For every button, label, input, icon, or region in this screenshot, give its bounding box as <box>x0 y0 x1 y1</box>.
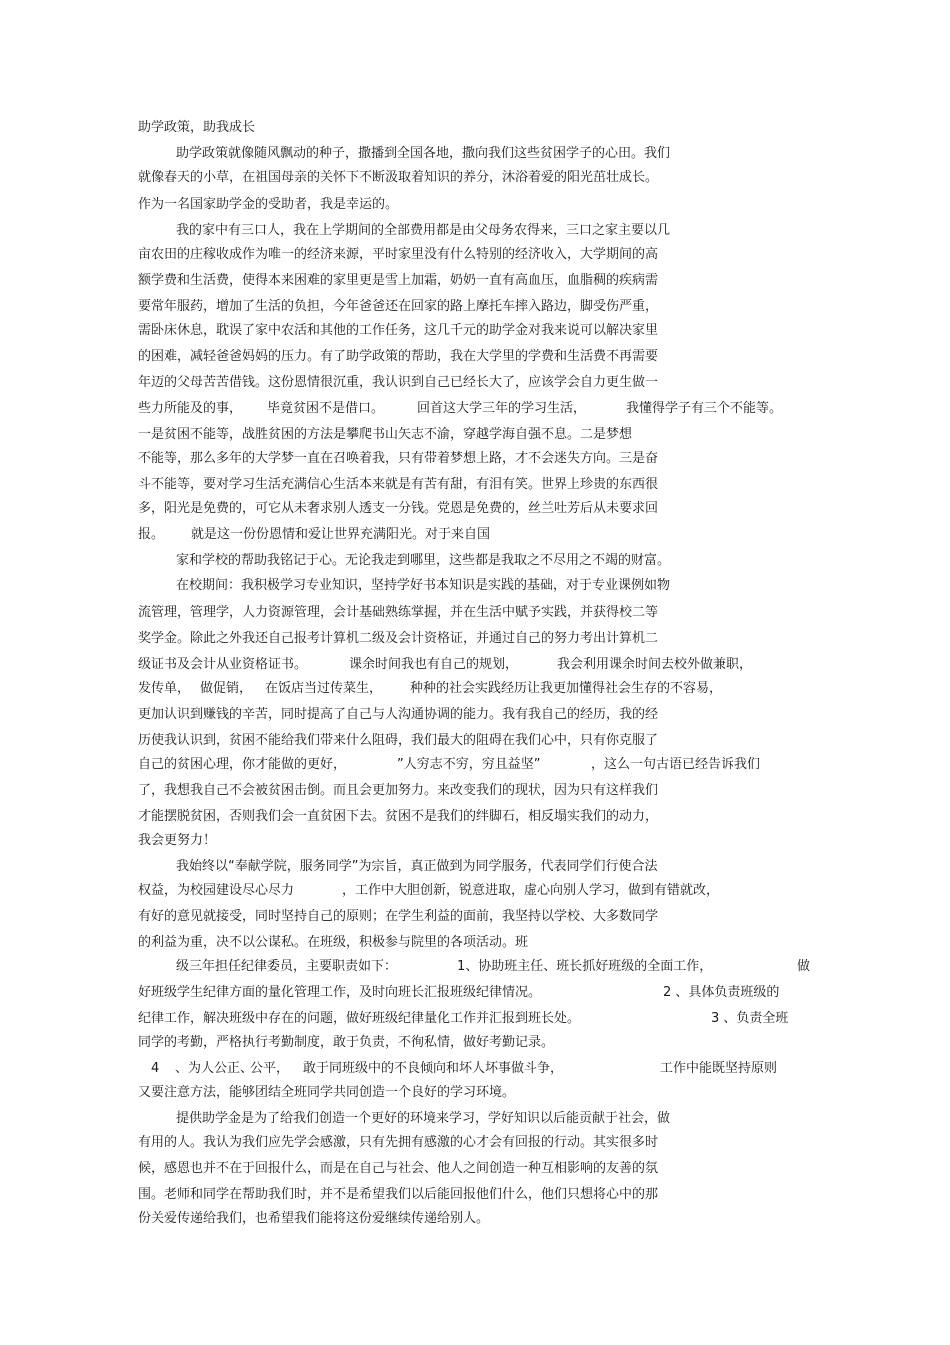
text-segment: 的利益为重，决不以公谋私。在班级，积极参与院里的各项活动。班 <box>138 935 529 950</box>
text-segment: 助学政策就像随风飘动的种子，撒播到全国各地，撒向我们这些贫困学子的心田。我们 <box>176 146 671 161</box>
text-segment: 做 <box>797 959 811 974</box>
text-segment: 回首这大学三年的学习生活， <box>417 401 587 416</box>
text-segment: 年迈的父母苦苦借钱。这份恩情很沉重，我认识到自己已经长大了，应该学会自力更生做一 <box>138 375 659 390</box>
text-line <box>0 678 950 700</box>
text-segment: 自己的贫困心理，你才能做的更好， <box>138 757 347 772</box>
text-segment: 围。老师和同学在帮助我们时，并不是希望我们以后能回报他们什么，他们只想将心中的那 <box>138 1187 659 1202</box>
text-segment: 的困难，减轻爸爸妈妈的压力。有了助学政策的帮助，我在大学里的学费和生活费不再需要 <box>138 349 659 364</box>
text-segment: 纪律工作，解决班级中存在的问题，做好班级纪律量化工作并汇报到班长处。 <box>138 1011 581 1026</box>
text-line <box>0 550 950 572</box>
text-line <box>0 398 950 420</box>
text-segment: 2 、具体负责班级的 <box>663 985 780 1000</box>
text-segment: 些力所能及的事， <box>138 401 243 416</box>
text-line <box>0 602 950 624</box>
text-segment: 又要注意方法，能够团结全班同学共同创造一个良好的学习环境。 <box>138 1085 516 1100</box>
text-segment: 亩农田的庄稼收成作为唯一的经济来源，平时家里没有什么特别的经济收入，大学期间的高 <box>138 247 659 262</box>
text-line <box>0 575 950 597</box>
text-segment: 敢于同班级中的不良倾向和坏人坏事做斗争， <box>303 1061 564 1076</box>
text-segment: 我的家中有三口人，我在上学期间的全部费用都是由父母务农得来，三口之家主要以几 <box>176 223 671 238</box>
text-segment: ，工作中大胆创新，锐意进取，虚心向别人学习，做到有错就改， <box>342 883 720 898</box>
text-line <box>0 220 950 242</box>
text-line <box>0 117 950 139</box>
text-line <box>0 1132 950 1154</box>
text-segment: 就是这一份份恩情和爱让世界充满阳光。对于来自国 <box>191 527 491 542</box>
text-line <box>0 474 950 496</box>
text-segment: 候，感恩也并不在于回报什么，而是在自己与社会、他人之间创造一种互相影响的友善的氛 <box>138 1161 659 1176</box>
text-segment: 我懂得学子有三个不能等。 <box>626 401 783 416</box>
text-segment: 额学费和生活费，使得本来困难的家里更是雪上加霜，奶奶一直有高血压，血脂稠的疾病需 <box>138 273 659 288</box>
text-line <box>0 880 950 902</box>
text-line <box>0 982 950 1004</box>
text-segment: 我会更努力！ <box>138 833 217 848</box>
text-line <box>0 754 950 776</box>
text-line <box>0 906 950 928</box>
text-line <box>0 1032 950 1054</box>
text-segment: 需卧床休息，耽误了家中农活和其他的工作任务，这几千元的助学金对我来说可以解决家里 <box>138 323 659 338</box>
text-line <box>0 320 950 342</box>
text-segment: 、为人公正、 <box>175 1061 254 1076</box>
text-line <box>0 424 950 446</box>
text-line <box>0 167 950 189</box>
text-line <box>0 704 950 726</box>
text-line <box>0 1082 950 1104</box>
text-segment: 发传单， <box>138 681 191 696</box>
text-segment: 做促销， <box>200 681 253 696</box>
text-segment: 斗不能等，要对学习生活充满信心生活本来就是有苦有甜，有泪有笑。世界上珍贵的东西很 <box>138 477 659 492</box>
text-line <box>0 244 950 266</box>
text-segment: 多，阳光是免费的，可它从未奢求别人透支一分钱。党恩是免费的，丝兰吐芳后从未要求回 <box>138 501 659 516</box>
text-line <box>0 296 950 318</box>
text-segment: 课余时间我也有自己的规划， <box>349 657 519 672</box>
text-line <box>0 730 950 752</box>
text-line <box>0 143 950 165</box>
text-segment: 有好的意见就接受，同时坚持自己的原则；在学生利益的面前，我坚持以学校、大多数同学 <box>138 909 659 924</box>
text-segment: 4 <box>151 1061 160 1076</box>
text-segment: 历使我认识到，贫困不能给我们带来什么阻碍，我们最大的阻碍在我们心中，只有你克服了 <box>138 733 659 748</box>
text-line <box>0 1184 950 1206</box>
text-segment: 了，我想我自己不会被贫困击倒。而且会更加努力。来改变我们的现状，因为只有这样我们 <box>138 783 659 798</box>
text-line <box>0 780 950 802</box>
text-line <box>0 654 950 676</box>
text-segment: 权益，为校园建设尽心尽力 <box>138 883 295 898</box>
text-line <box>0 1158 950 1180</box>
text-segment: 级三年担任纪律委员，主要职责如下： <box>176 959 398 974</box>
text-segment: 报。 <box>138 527 165 542</box>
text-segment: ，这么一句古语已经告诉我们 <box>591 757 761 772</box>
text-segment: 更加认识到赚钱的辛苦，同时提高了自己与人沟通协调的能力。我有我自己的经历，我的经 <box>138 707 659 722</box>
text-segment: 一是贫困不能等，战胜贫困的方法是攀爬书山矢志不渝，穿越学海自强不息。二是梦想 <box>138 427 633 442</box>
text-segment: 流管理，管理学，人力资源管理，会计基础熟练掌握，并在生活中赋予实践，并获得校二等 <box>138 605 659 620</box>
text-line <box>0 194 950 216</box>
text-line <box>0 1008 950 1030</box>
text-line <box>0 1058 950 1080</box>
text-line <box>0 628 950 650</box>
text-segment: 工作中能既坚持原则 <box>660 1061 778 1076</box>
text-segment: 种种的社会实践经历让我更加懂得社会生存的不容易， <box>410 681 723 696</box>
text-line <box>0 956 950 978</box>
text-line <box>0 830 950 852</box>
text-segment: 助学政策，助我成长 <box>138 120 256 135</box>
text-segment: 要常年服药，增加了生活的负担，今年爸爸还在回家的路上摩托车摔入路边，脚受伤严重， <box>138 299 659 314</box>
text-segment: 公平， <box>250 1061 290 1076</box>
text-segment: 在校期间：我积极学习专业知识，坚持学好书本知识是实践的基础，对于专业课例如物 <box>176 578 671 593</box>
text-line <box>0 932 950 954</box>
text-segment: 1、协助班主任、班长抓好班级的全面工作， <box>457 959 713 974</box>
text-segment: 才能摆脱贫困，否则我们会一直贫困下去。贫困不是我们的绊脚石，相反塌实我们的动力， <box>138 809 659 824</box>
text-segment: 好班级学生纪律方面的量化管理工作，及时向班长汇报班级纪律情况。 <box>138 985 542 1000</box>
text-segment: 奖学金。除此之外我还自己报考计算机二级及会计资格证，并通过自己的努力考出计算机二 <box>138 631 659 646</box>
text-segment: 份关爱传递给我们，也希望我们能将这份爱继续传递给别人。 <box>138 1211 490 1226</box>
text-segment: 级证书及会计从业资格证书。 <box>138 657 308 672</box>
text-line <box>0 270 950 292</box>
text-line <box>0 448 950 470</box>
text-segment: 提供助学金是为了给我们创造一个更好的环境来学习，学好知识以后能贡献于社会，做 <box>176 1111 671 1126</box>
text-segment: 我会利用课余时间去校外做兼职， <box>557 657 753 672</box>
text-segment: 毕竟贫困不是借口。 <box>267 401 385 416</box>
text-segment: 我始终以“奉献学院，服务同学”为宗旨，真正做到为同学服务，代表同学们行使合法 <box>176 859 658 874</box>
text-segment: 不能等，那么多年的大学梦一直在召唤着我，只有带着梦想上路，才不会迷失方向。三是奋 <box>138 451 659 466</box>
text-segment: 同学的考勤，严格执行考勤制度，敢于负责，不徇私情，做好考勤记录。 <box>138 1035 555 1050</box>
text-segment: 家和学校的帮助我铭记于心。无论我走到哪里，这些都是我取之不尽用之不竭的财富。 <box>176 553 671 568</box>
text-line <box>0 498 950 520</box>
text-segment: 3 、负责全班 <box>711 1011 789 1026</box>
text-line <box>0 856 950 878</box>
text-line <box>0 1108 950 1130</box>
text-segment: ”人穷志不穷，穷且益坚” <box>397 757 541 772</box>
text-segment: 有用的人。我认为我们应先学会感激，只有先拥有感激的心才会有回报的行动。其实很多时 <box>138 1135 659 1150</box>
text-segment: 就像春天的小草，在祖国母亲的关怀下不断汲取着知识的养分，沐浴着爱的阳光茁壮成长。 <box>138 170 659 185</box>
text-segment: 作为一名国家助学金的受助者，我是幸运的。 <box>138 197 399 212</box>
text-line <box>0 1208 950 1230</box>
text-line <box>0 524 950 546</box>
text-line <box>0 346 950 368</box>
text-line <box>0 372 950 394</box>
text-line <box>0 806 950 828</box>
text-segment: 在饭店当过传菜生， <box>265 681 383 696</box>
